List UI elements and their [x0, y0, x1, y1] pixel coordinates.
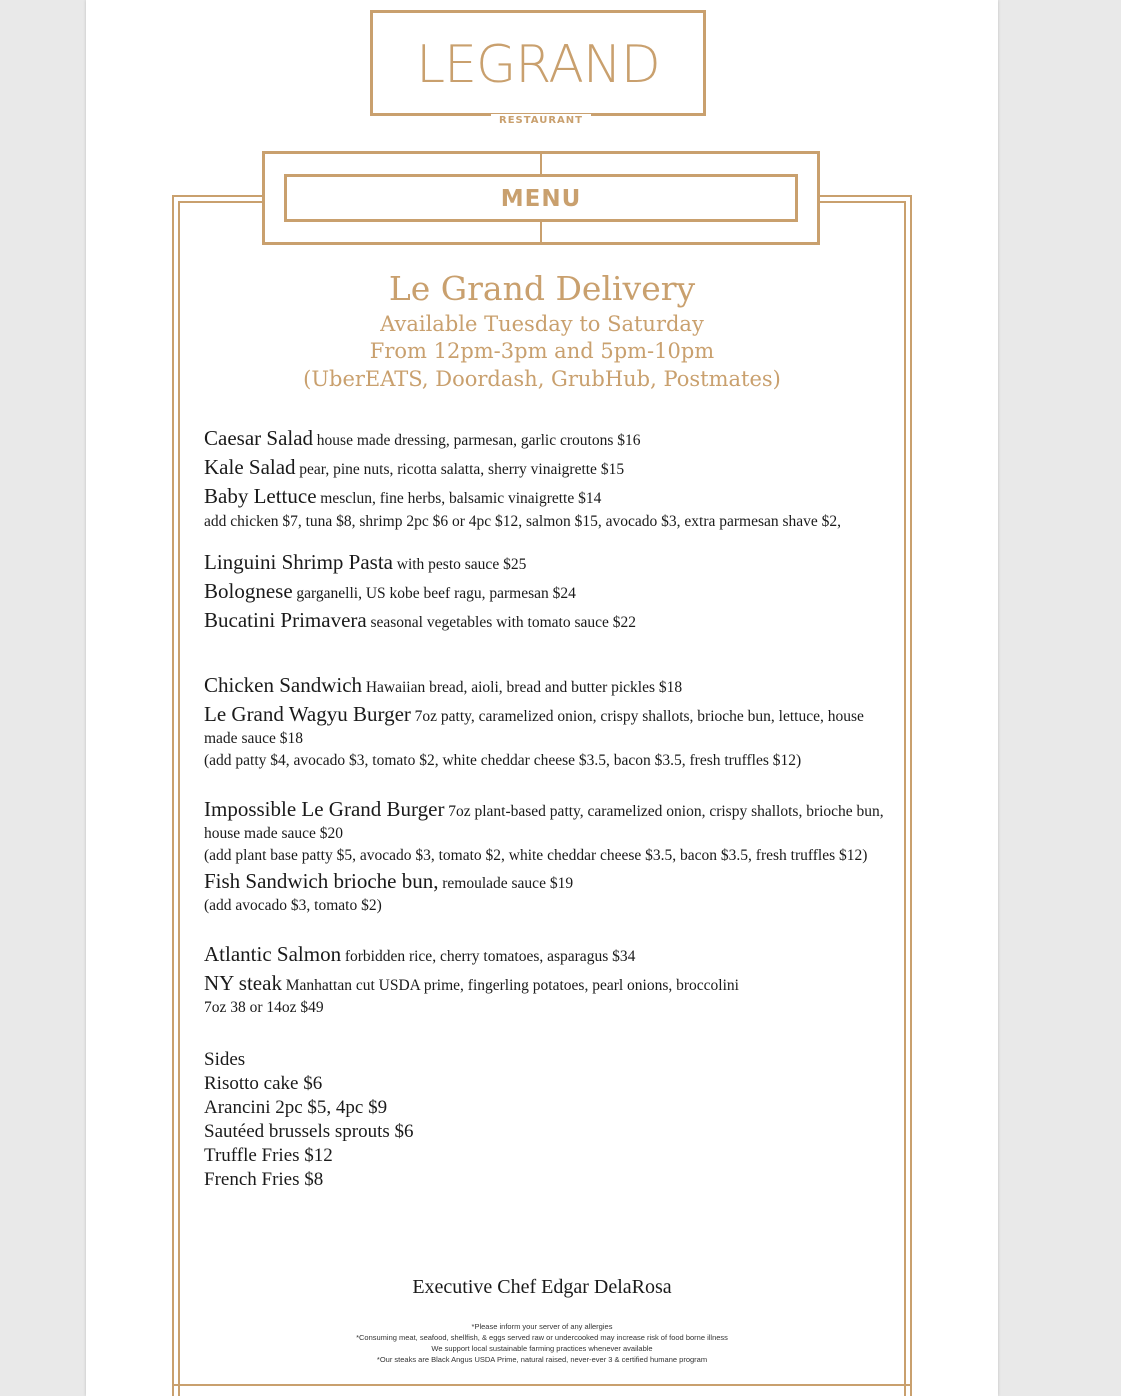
- item-name: NY steak: [204, 971, 282, 995]
- logo-wordmark: LEGRAND: [416, 35, 660, 95]
- menu-item: [204, 552, 894, 576]
- item-desc: pear, pine nuts, ricotta salatta, sherry vinaigrette $15: [299, 461, 625, 478]
- item-name: Impossible Le Grand Burger: [204, 797, 445, 821]
- item-desc: garganelli, US kobe beef ragu, parmesan $24: [296, 585, 576, 602]
- menu-item: [204, 973, 894, 997]
- menu-item: [204, 675, 894, 699]
- footnote: *Please inform your server of any allergies: [471, 1322, 613, 1331]
- wagyu-addons: (add patty $4, avocado $3, tomato $2, white cheddar cheese $3.5, bacon $3.5, fresh truffles $12): [204, 752, 802, 769]
- menu-item: [204, 871, 894, 895]
- menu-item: [204, 457, 894, 481]
- section-gap: [204, 921, 894, 944]
- item-name: Bolognese: [204, 579, 293, 603]
- item-name: Kale Salad: [204, 455, 296, 479]
- footnotes: [86, 1321, 998, 1365]
- item-desc: 7oz plant-based patty, caramelized onion, crispy shallots, brioche bun, house made sauce $20: [204, 803, 884, 842]
- impossible-addons: (add plant base patty $5, avocado $3, tomato $2, white cheddar cheese $3.5, bacon $3.5, fresh truffles $12): [204, 847, 868, 864]
- delivery-title: Le Grand Delivery: [388, 269, 696, 308]
- item-desc: with pesto sauce $25: [396, 556, 527, 573]
- logo-subtitle: RESTAURANT: [491, 114, 591, 128]
- section-gap: [204, 776, 894, 799]
- frame-top-right-inner: [818, 201, 906, 203]
- side-item: Risotto cake $6: [204, 1073, 323, 1094]
- item-name: Atlantic Salmon: [204, 942, 342, 966]
- item-desc: Hawaiian bread, aioli, bread and butter pickles $18: [365, 679, 683, 696]
- menu-item: [204, 581, 894, 605]
- menu-item: [204, 799, 894, 845]
- item-desc: Manhattan cut USDA prime, fingerling potatoes, pearl onions, broccolini: [285, 977, 739, 994]
- item-desc: forbidden rice, cherry tomatoes, asparagus $34: [344, 948, 636, 965]
- fish-addons: (add avocado $3, tomato $2): [204, 897, 382, 914]
- item-name: Bucatini Primavera: [204, 608, 367, 632]
- item-desc: mesclun, fine herbs, balsamic vinaigrette $14: [320, 490, 602, 507]
- frame-top-right: [818, 195, 912, 197]
- menu-item: [204, 428, 894, 452]
- item-name: Linguini Shrimp Pasta: [204, 550, 393, 574]
- item-desc: seasonal vegetables with tomato sauce $22: [370, 614, 637, 631]
- sides-section: [204, 1048, 894, 1192]
- delivery-hours: From 12pm-3pm and 5pm-10pm: [369, 339, 715, 363]
- salad-addons: add chicken $7, tuna $8, shrimp 2pc $6 or 4pc $12, salmon $15, avocado $3, extra parmesan shave $2,: [204, 513, 842, 530]
- side-item: Arancini 2pc $5, 4pc $9: [204, 1097, 388, 1118]
- item-name: Baby Lettuce: [204, 484, 317, 508]
- menu-item: [204, 486, 894, 510]
- menu-item: [204, 944, 894, 968]
- side-item: Sautéed brussels sprouts $6: [204, 1121, 414, 1142]
- item-desc: remoulade sauce $19: [442, 875, 574, 892]
- item-name: Caesar Salad: [204, 426, 314, 450]
- logo: [370, 10, 706, 126]
- delivery-services: (UberEATS, Doordash, GrubHub, Postmates): [303, 367, 781, 391]
- side-item: French Fries $8: [204, 1169, 324, 1190]
- frame-bottom: [172, 1384, 912, 1386]
- section-gap: [204, 639, 894, 675]
- item-name: Le Grand Wagyu Burger: [204, 702, 411, 726]
- sides-title: Sides: [204, 1049, 246, 1070]
- footnote: *Consuming meat, seafood, shellfish, & eggs served raw or undercooked may increase risk of food borne illness: [356, 1333, 728, 1342]
- section-gap: [204, 1023, 894, 1046]
- banner-divider-bottom: [540, 222, 542, 245]
- menu-label: MENU: [500, 186, 582, 212]
- menu-item: [204, 704, 894, 750]
- steak-note: 7oz 38 or 14oz $49: [204, 999, 324, 1016]
- menu-content: [204, 428, 894, 1192]
- footnote: We support local sustainable farming practices whenever available: [431, 1344, 653, 1353]
- delivery-days: Available Tuesday to Saturday: [380, 312, 704, 336]
- item-desc: house made dressing, parmesan, garlic croutons $16: [316, 432, 641, 449]
- item-desc: 7oz patty, caramelized onion, crispy shallots, brioche bun, lettuce, house made sauce $18: [204, 708, 864, 747]
- frame-top-left: [172, 195, 264, 197]
- frame-top-left-inner: [178, 201, 264, 203]
- menu-sheet: [86, 0, 998, 1396]
- item-name: Chicken Sandwich: [204, 673, 363, 697]
- footnote: *Our steaks are Black Angus USDA Prime, natural raised, never-ever 3 & certified humane program: [376, 1355, 708, 1364]
- item-name: Fish Sandwich brioche bun,: [204, 869, 439, 893]
- menu-banner: [284, 174, 798, 222]
- menu-item: [204, 610, 894, 634]
- executive-chef: Executive Chef Edgar DelaRosa: [412, 1276, 672, 1298]
- side-item: Truffle Fries $12: [204, 1145, 333, 1166]
- banner-divider-top: [540, 151, 542, 174]
